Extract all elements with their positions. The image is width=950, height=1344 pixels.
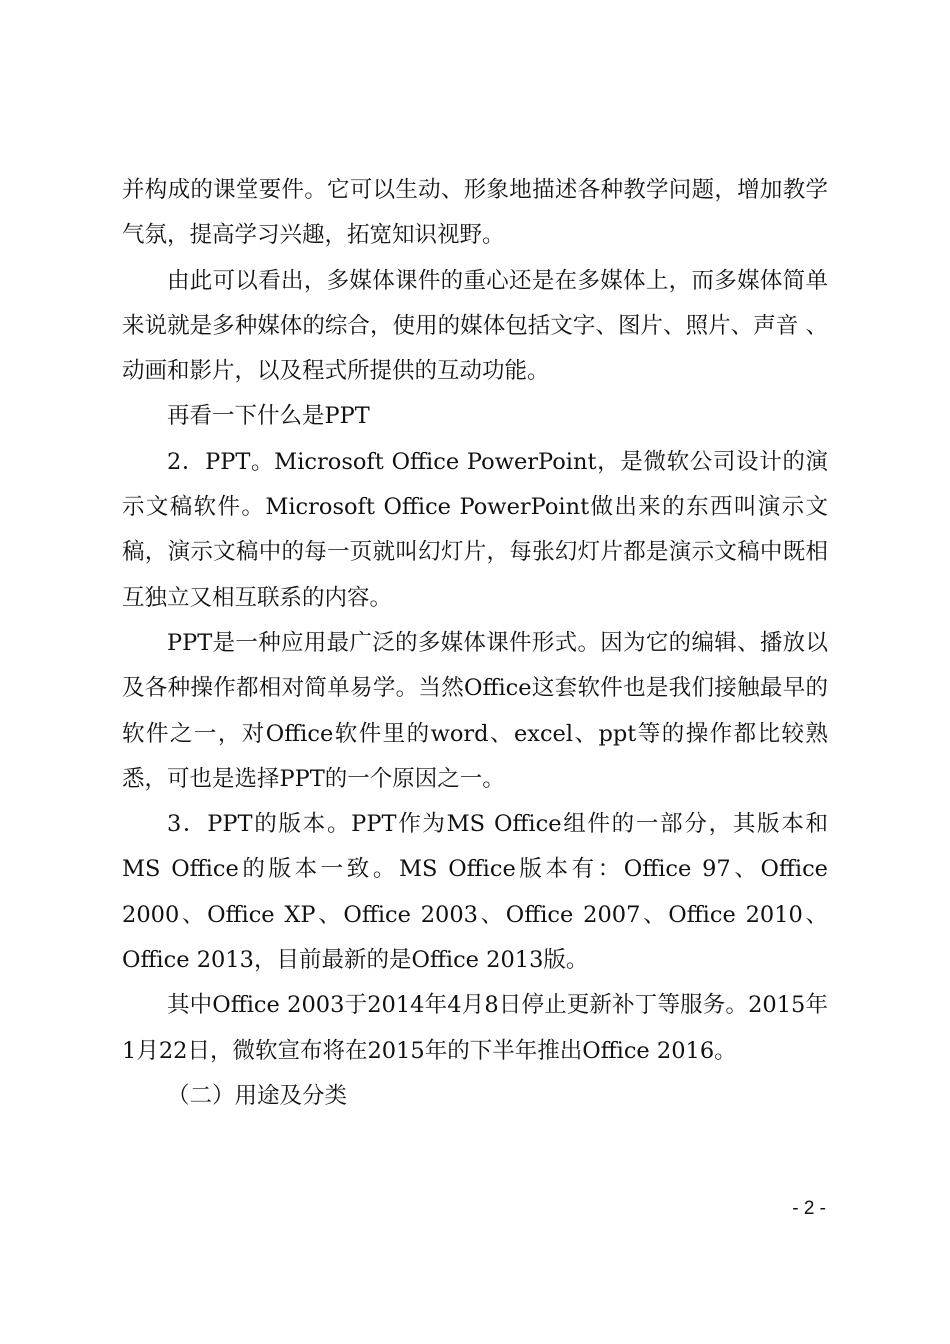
paragraph-ppt-definition: 2．PPT。Microsoft Office PowerPoint，是微软公司设计的演示文稿软件。Microsoft Office PowerPoint做出来的东西叫演示文稿，演示文稿中的每一页就叫幻灯片，每张幻灯片都是演示文稿中既相互独立又相互联系的内容。 (122, 448, 828, 611)
paragraph-multimedia-focus: 由此可以看出，多媒体课件的重心还是在多媒体上，而多媒体简单来说就是多种媒体的综合，使用的媒体包括文字、图片、照片、声音 、动画和影片，以及程式所提供的互动功能。 (122, 267, 828, 385)
section-heading: （二）用途及分类 (167, 1082, 348, 1109)
document-body (122, 168, 828, 1119)
paragraph-office-updates: 其中Office 2003于2014年4月8日停止更新补丁等服务。2015年1月22日，微软宣布将在2015年的下半年推出Office 2016。 (122, 992, 828, 1064)
paragraph-ppt-versions: 3．PPT的版本。PPT作为MS Office组件的一部分，其版本和MS Office的版本一致。MS Office版本有：Office 97、Office 2000、Office XP、Office 2003、Office 2007、Office 2010、Office 2013，目前最新的是Office 2013版。 (122, 811, 828, 974)
paragraph-continuation: 并构成的课堂要件。它可以生动、形象地描述各种教学问题，增加教学气氛，提高学习兴趣，拓宽知识视野。 (122, 177, 828, 249)
page-number: - 2 - (792, 1198, 826, 1219)
paragraph-ppt-popularity: PPT是一种应用最广泛的多媒体课件形式。因为它的编辑、播放以及各种操作都相对简单易学。当然Office这套软件也是我们接触最早的软件之一，对Office软件里的word、excel、ppt等的操作都比较熟悉，可也是选择PPT的一个原因之一。 (122, 629, 828, 792)
paragraph-what-is-ppt: 再看一下什么是PPT (167, 403, 370, 430)
